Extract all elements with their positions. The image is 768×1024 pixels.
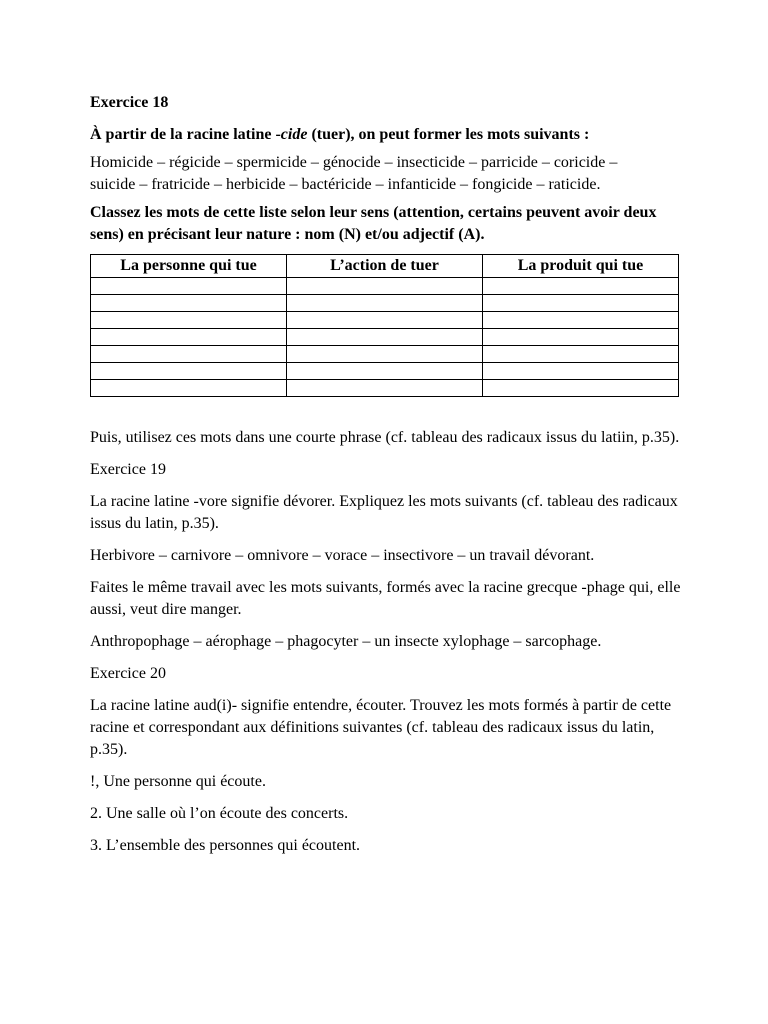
header-person: La personne qui tue: [91, 255, 287, 278]
table-body: [91, 278, 679, 397]
header-action: L’action de tuer: [287, 255, 483, 278]
intro-post: (tuer), on peut former les mots suivants :: [307, 126, 590, 143]
table-row: [91, 278, 679, 295]
exercise-19-paragraph-1: La racine latine -vore signifie dévorer. Expliquez les mots suivants (cf. tableau des radicaux issus du latin, p.35).: [90, 493, 678, 532]
table-cell: [483, 295, 679, 312]
table-cell: [91, 329, 287, 346]
table-row: [91, 295, 679, 312]
header-product: La produit qui tue: [483, 255, 679, 278]
word-list-line-1: Homicide – régicide – spermicide – génocide – insecticide – parricide – coricide –: [90, 154, 618, 171]
table-cell: [483, 312, 679, 329]
table-cell: [91, 380, 287, 397]
table-cell: [287, 278, 483, 295]
exercise-20-title: Exercice 20: [90, 665, 166, 682]
exercise-18-intro: [90, 124, 690, 146]
table-cell: [287, 329, 483, 346]
table-cell: [91, 346, 287, 363]
table-row: [91, 346, 679, 363]
table-cell: [91, 278, 287, 295]
exercise-19-word-list-2: Anthropophage – aérophage – phagocyter – un insecte xylophage – sarcophage.: [90, 633, 602, 650]
table-cell: [287, 380, 483, 397]
exercise-18-followup: Puis, utilisez ces mots dans une courte phrase (cf. tableau des radicaux issus du latiin, p.35).: [90, 429, 680, 446]
list-item: 2. Une salle où l’on écoute des concerts.: [90, 805, 349, 822]
table-cell: [91, 363, 287, 380]
table-cell: [483, 380, 679, 397]
table-cell: [287, 312, 483, 329]
table-cell: [483, 278, 679, 295]
exercise-19-title: Exercice 19: [90, 461, 166, 478]
document-content: [90, 92, 690, 867]
intro-suffix: cide: [280, 126, 308, 143]
table-cell: [287, 295, 483, 312]
table-row: [91, 363, 679, 380]
list-item: 3. L’ensemble des personnes qui écoutent.: [90, 837, 361, 854]
table-cell: [287, 346, 483, 363]
list-item: !, Une personne qui écoute.: [90, 773, 266, 790]
table-row: [91, 380, 679, 397]
table-cell: [91, 312, 287, 329]
table-cell: [483, 329, 679, 346]
table-cell: [483, 346, 679, 363]
classification-table: [90, 254, 679, 397]
exercise-18-instruction: Classez les mots de cette liste selon leur sens (attention, certains peuvent avoir deux sens) en précisant leur nature : nom (N) et/ou adjectif (A).: [90, 204, 657, 243]
table-row: [91, 329, 679, 346]
exercise-18-title: Exercice 18: [90, 94, 169, 111]
intro-pre: À partir de la racine latine -: [90, 126, 281, 143]
exercise-19-word-list-1: Herbivore – carnivore – omnivore – vorace – insectivore – un travail dévorant.: [90, 547, 595, 564]
table-cell: [287, 363, 483, 380]
table-header-row: [91, 255, 679, 278]
table-cell: [91, 295, 287, 312]
exercise-19-paragraph-2: Faites le même travail avec les mots suivants, formés avec la racine grecque -phage qui, elle aussi, veut dire manger.: [90, 579, 681, 618]
word-list-line-2: suicide – fratricide – herbicide – bactéricide – infanticide – fongicide – raticide.: [90, 176, 601, 193]
table-row: [91, 312, 679, 329]
exercise-18-word-list: [90, 152, 690, 196]
table-cell: [483, 363, 679, 380]
exercise-20-paragraph: La racine latine aud(i)- signifie entendre, écouter. Trouvez les mots formés à partir de cette racine et correspondant aux définitions suivantes (cf. tableau des radicaux issus du latin, p.35).: [90, 697, 672, 758]
